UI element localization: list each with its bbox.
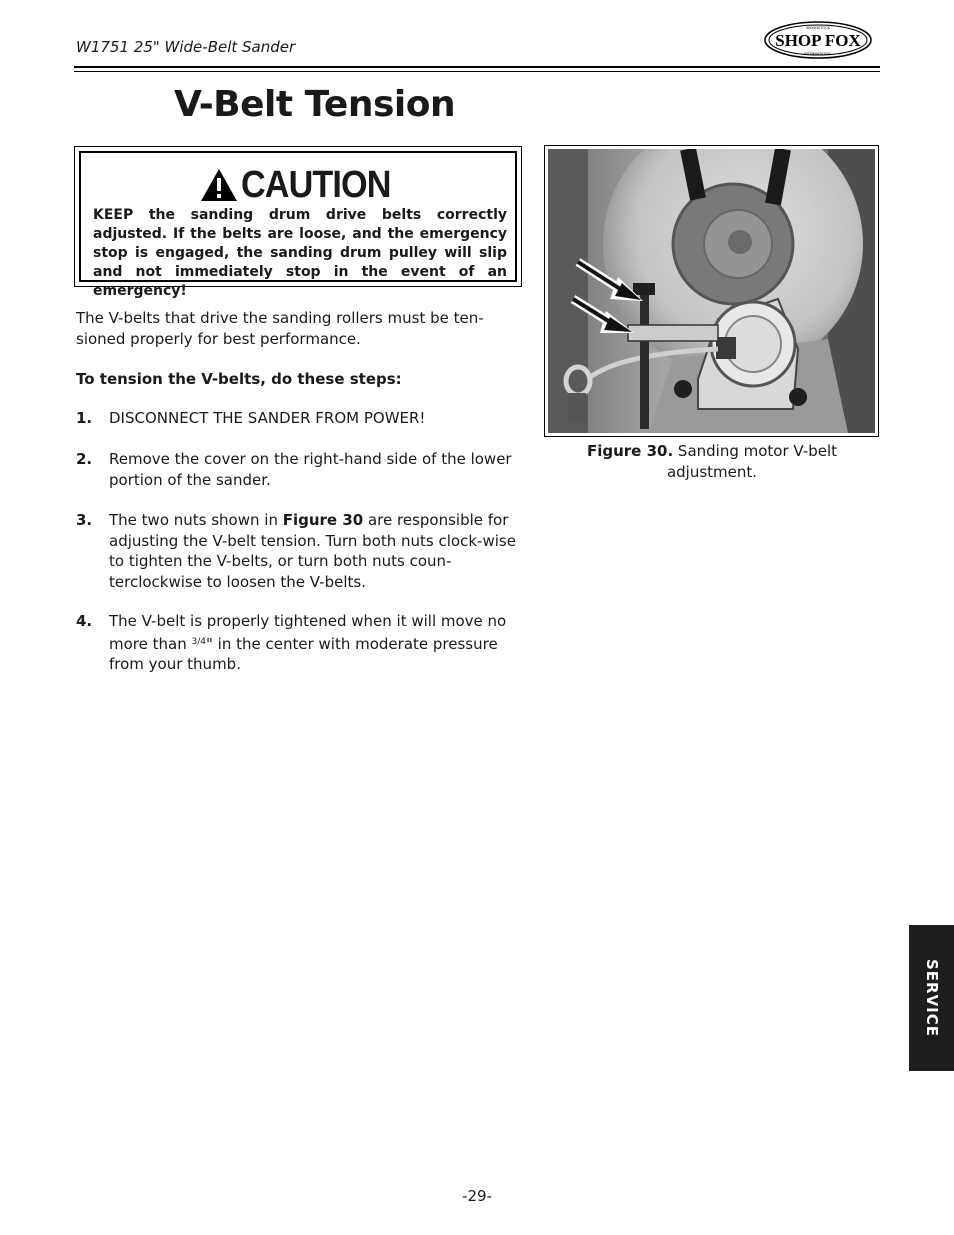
step-2: 2. Remove the cover on the right-hand side of the lower portion of the sander. [76,450,512,489]
caution-label: CAUTION [241,163,391,206]
step-4: 4. The V-belt is properly tightened when it will move no more than $^{3/4}$" in the center with moderate pressure from your thumb. [76,612,507,673]
header-title: W1751 25" Wide-Belt Sander [76,38,296,56]
page-number: -29- [462,1187,492,1205]
shop-fox-logo [764,20,872,60]
fraction: 3/4 [191,636,206,647]
header-rule [74,66,880,68]
figure-reference: Figure 30 [282,511,364,529]
svg-text:INTERNATIONAL: INTERNATIONAL [803,52,833,56]
section-tab-service: SERVICE [909,925,954,1071]
caution-header [199,165,407,205]
intro-paragraph: The V-belts that drive the sanding rollers must be ten-sioned properly for best performance. [76,309,484,348]
figure-caption: Figure 30. Sanding motor V-belt adjustment. [586,442,838,481]
caution-box [74,146,522,299]
steps-heading: To tension the V-belts, do these steps: [76,370,402,388]
warning-triangle-icon [199,167,239,203]
caution-text: KEEP the sanding drum drive belts correctly adjusted. If the belts are loose, and the emergency stop is engaged, the sanding drum pulley will slip and not immediately stop in the event of an emergency! [93,207,507,299]
page-title: V-Belt Tension [174,84,456,125]
header-rule-thin [74,71,880,72]
figure-30-photo [544,145,879,437]
logo-text: SHOP FOX [775,31,861,50]
step-3: 3. The two nuts shown in Figure 30 are responsible for adjusting the V-belt tension. Turn both nuts clock-wise to tighten the V-belts, or turn both nuts coun-terclockwise to loosen the V-belts. [76,511,516,591]
step-1: 1. DISCONNECT THE SANDER FROM POWER! [76,409,426,427]
svg-text:WOODSTOCK: WOODSTOCK [806,26,830,30]
figure-label: Figure 30. [586,442,674,460]
sanding-motor-photo [548,149,875,433]
